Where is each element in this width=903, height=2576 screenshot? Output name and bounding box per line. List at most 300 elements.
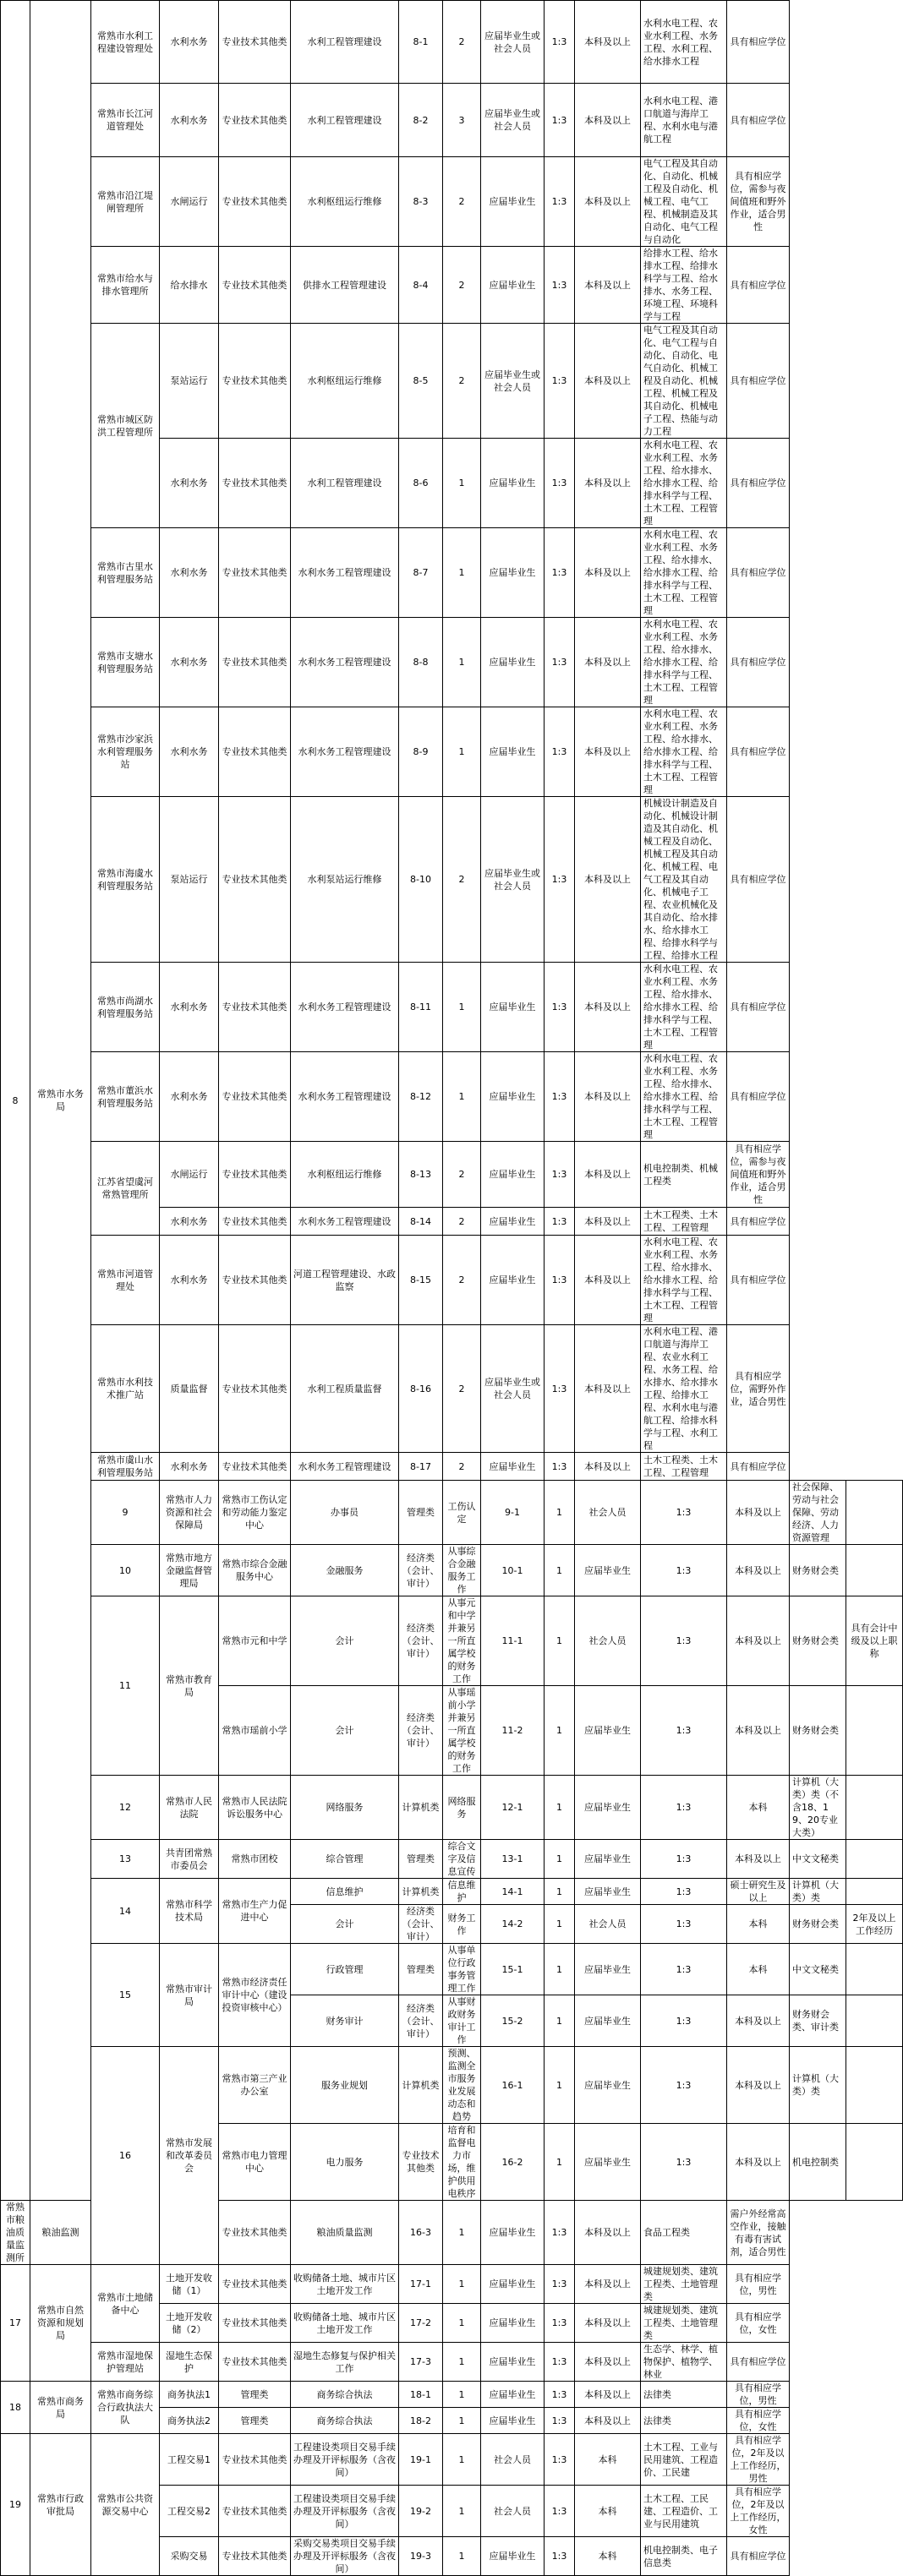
dept-number: 9 (91, 1481, 160, 1545)
other-requirement (846, 1995, 903, 2047)
recruiting-unit: 常熟市支塘水利管理服务站 (91, 618, 160, 707)
exam-ratio: 1:3 (545, 963, 575, 1052)
hire-count: 1 (443, 2486, 481, 2537)
position-name: 土地开发收储（1） (160, 2265, 219, 2304)
applicant-source: 应届毕业生 (481, 439, 545, 528)
job-description: 财务工作 (443, 1905, 481, 1944)
position-code: 8-7 (399, 528, 443, 618)
position-category: 专业技术其他类 (219, 2265, 291, 2304)
position-name: 水利水务 (160, 1236, 219, 1325)
education: 本科 (727, 1905, 790, 1944)
education: 本科及以上 (575, 247, 641, 324)
applicant-source: 应届毕业生 (481, 1142, 545, 1208)
position-name: 水利水务 (160, 528, 219, 618)
hire-count: 1 (443, 2434, 481, 2486)
major-requirement: 财务财会类 (790, 1596, 846, 1686)
table-row (1, 1453, 903, 1481)
department-name: 常熟市自然资源和规划局 (30, 2265, 91, 2382)
position-category: 专业技术其他类 (219, 1142, 291, 1208)
position-category: 专业技术其他类 (219, 439, 291, 528)
education: 本科及以上 (575, 1208, 641, 1236)
education: 本科 (575, 2486, 641, 2537)
other-requirement: 具有相应学位，女性 (727, 2408, 790, 2434)
exam-ratio: 1:3 (641, 1840, 727, 1879)
position-category: 管理类 (399, 1481, 443, 1545)
other-requirement: 具有相应学位 (727, 1453, 790, 1481)
dept-number: 8 (1, 1, 30, 2201)
hire-count: 1 (545, 1545, 575, 1596)
education: 本科及以上 (727, 1545, 790, 1596)
hire-count: 2 (443, 1208, 481, 1236)
applicant-source: 应届毕业生或社会人员 (481, 324, 545, 439)
applicant-source: 应届毕业生 (481, 157, 545, 247)
hire-count: 1 (443, 528, 481, 618)
education: 本科及以上 (727, 2047, 790, 2124)
position-name: 水利水务 (160, 963, 219, 1052)
major-requirement: 财务财会类 (790, 1905, 846, 1944)
position-code: 19-2 (399, 2486, 443, 2537)
hire-count: 1 (443, 2304, 481, 2343)
hire-count: 1 (443, 2201, 481, 2265)
education: 本科及以上 (575, 963, 641, 1052)
exam-ratio: 1:3 (545, 2304, 575, 2343)
dept-number: 16 (91, 2047, 160, 2265)
other-requirement: 具有相应学位 (727, 1208, 790, 1236)
job-description: 培育和监督电力市场，维护供用电秩序 (443, 2124, 481, 2201)
table-row (1, 157, 903, 247)
job-description: 水利工程质量监督 (291, 1325, 399, 1453)
applicant-source: 社会人员 (481, 2434, 545, 2486)
table-row (1, 1840, 903, 1879)
position-code: 8-15 (399, 1236, 443, 1325)
hire-count: 1 (443, 707, 481, 797)
major-requirement: 城建规划类、建筑工程类、土地管理类 (641, 2304, 727, 2343)
table-row (1, 2382, 903, 2408)
exam-ratio: 1:3 (641, 1879, 727, 1905)
job-description: 从事元和中学并兼另一所直属学校的财务工作 (443, 1596, 481, 1686)
position-name: 商务执法2 (160, 2408, 219, 2434)
dept-number: 12 (91, 1776, 160, 1840)
applicant-source: 社会人员 (575, 1481, 641, 1545)
hire-count: 1 (545, 1879, 575, 1905)
exam-ratio: 1:3 (545, 528, 575, 618)
job-description: 水利水务工程管理建设 (291, 707, 399, 797)
job-description: 工伤认定 (443, 1481, 481, 1545)
hire-count: 1 (545, 1596, 575, 1686)
position-category: 经济类（会计、审计） (399, 1596, 443, 1686)
exam-ratio: 1:3 (545, 2434, 575, 2486)
department-name: 常熟市人力资源和社会保障局 (160, 1481, 219, 1545)
education: 硕士研究生及以上 (727, 1879, 790, 1905)
position-code: 8-17 (399, 1453, 443, 1481)
department-name: 常熟市教育局 (160, 1596, 219, 1776)
exam-ratio: 1:3 (545, 2408, 575, 2434)
education: 本科及以上 (727, 1596, 790, 1686)
exam-ratio: 1:3 (545, 2537, 575, 2576)
position-name: 水利水务 (160, 1208, 219, 1236)
position-code: 8-16 (399, 1325, 443, 1453)
job-description: 从事单位行政事务管理工作 (443, 1944, 481, 1995)
major-requirement: 土木工程类、土木工程、工程管理 (641, 1208, 727, 1236)
hire-count: 2 (443, 1325, 481, 1453)
education: 本科及以上 (727, 2124, 790, 2201)
position-code: 15-2 (481, 1995, 545, 2047)
hire-count: 2 (443, 247, 481, 324)
exam-ratio: 1:3 (641, 1905, 727, 1944)
position-name: 水利水务 (160, 439, 219, 528)
applicant-source: 应届毕业生 (481, 2304, 545, 2343)
exam-ratio: 1:3 (545, 2343, 575, 2382)
applicant-source: 应届毕业生 (481, 618, 545, 707)
position-code: 8-1 (399, 1, 443, 84)
applicant-source: 应届毕业生 (575, 1879, 641, 1905)
position-category: 专业技术其他类 (219, 797, 291, 963)
position-category: 经济类（会计、审计） (399, 1686, 443, 1776)
education: 本科 (575, 2537, 641, 2576)
education: 本科及以上 (575, 1052, 641, 1142)
exam-ratio: 1:3 (641, 1481, 727, 1545)
other-requirement: 具有相应学位 (727, 247, 790, 324)
department-name: 常熟市商务局 (30, 2382, 91, 2434)
applicant-source: 应届毕业生或社会人员 (481, 84, 545, 157)
job-description: 水利水务工程管理建设 (291, 963, 399, 1052)
other-requirement: 具有相应学位，男性 (727, 2382, 790, 2408)
major-requirement: 土木工程、工业与民用建筑、工程造价、工民建 (641, 2434, 727, 2486)
other-requirement: 具有相应学位 (727, 797, 790, 963)
education: 本科及以上 (727, 1686, 790, 1776)
department-name: 常熟市地方金融监督管理局 (160, 1545, 219, 1596)
hire-count: 1 (443, 2343, 481, 2382)
hire-count: 1 (443, 2537, 481, 2576)
education: 本科及以上 (727, 1481, 790, 1545)
job-description: 采购交易类项目交易手续办理及开评标服务（含夜间） (291, 2537, 399, 2576)
position-code: 19-3 (399, 2537, 443, 2576)
applicant-source: 应届毕业生 (481, 1236, 545, 1325)
education: 本科及以上 (575, 324, 641, 439)
education: 本科及以上 (727, 1840, 790, 1879)
major-requirement: 水利水电工程、农业水利工程、水务工程、给水排水、给水排水工程、给排水科学与工程、土木工程、工程管理 (641, 1052, 727, 1142)
position-name: 商务执法1 (160, 2382, 219, 2408)
education: 本科及以上 (575, 1, 641, 84)
hire-count: 1 (443, 1052, 481, 1142)
applicant-source: 应届毕业生 (481, 1052, 545, 1142)
recruiting-unit: 常熟市水利技术推广站 (91, 1325, 160, 1453)
position-name: 泵站运行 (160, 324, 219, 439)
major-requirement: 法律类 (641, 2408, 727, 2434)
table-row (1, 1776, 903, 1840)
table-row (1, 528, 903, 618)
recruiting-unit: 常熟市经济责任审计中心（建设投资审核中心） (219, 1944, 291, 2047)
major-requirement: 水利水电工程、港口航道与海岸工程、水利水电与港航工程 (641, 84, 727, 157)
dept-number: 17 (1, 2265, 30, 2382)
hire-count: 1 (545, 1776, 575, 1840)
hire-count: 1 (545, 1686, 575, 1776)
exam-ratio: 1:3 (545, 1, 575, 84)
other-requirement: 需户外经常高空作业，接触有毒有害试剂，适合男性 (727, 2201, 790, 2265)
position-category: 专业技术其他类 (219, 963, 291, 1052)
exam-ratio: 1:3 (545, 1325, 575, 1453)
other-requirement: 具有相应学位，2年及以上工作经历，男性 (727, 2434, 790, 2486)
table-row (1, 1481, 903, 1545)
department-name: 常熟市人民法院 (160, 1776, 219, 1840)
hire-count: 1 (443, 2408, 481, 2434)
position-code: 16-2 (481, 2124, 545, 2201)
department-name: 常熟市行政审批局 (30, 2434, 91, 2576)
position-category: 计算机类 (399, 1879, 443, 1905)
hire-count: 1 (545, 1840, 575, 1879)
table-row (1, 2047, 903, 2124)
education: 本科及以上 (575, 528, 641, 618)
other-requirement (846, 2124, 903, 2201)
job-description: 水利水务工程管理建设 (291, 1453, 399, 1481)
other-requirement: 具有相应学位，女性 (727, 2304, 790, 2343)
position-category: 计算机类 (399, 1776, 443, 1840)
position-code: 16-1 (481, 2047, 545, 2124)
dept-number: 15 (91, 1944, 160, 2047)
major-requirement: 土木工程、工民建、工程造价、工业与民用建筑 (641, 2486, 727, 2537)
department-name: 常熟市科学技术局 (160, 1879, 219, 1944)
job-description: 水利水务工程管理建设 (291, 528, 399, 618)
position-code: 8-8 (399, 618, 443, 707)
position-code: 8-11 (399, 963, 443, 1052)
applicant-source: 应届毕业生 (481, 2201, 545, 2265)
major-requirement: 中文文秘类 (790, 1944, 846, 1995)
major-requirement: 食品工程类 (641, 2201, 727, 2265)
department-name: 常熟市发展和改革委员会 (160, 2047, 219, 2265)
exam-ratio: 1:3 (641, 1596, 727, 1686)
position-name: 会计 (291, 1596, 399, 1686)
position-code: 11-2 (481, 1686, 545, 1776)
applicant-source: 应届毕业生 (481, 247, 545, 324)
applicant-source: 应届毕业生 (575, 1686, 641, 1776)
exam-ratio: 1:3 (641, 1545, 727, 1596)
position-name: 水利水务 (160, 1, 219, 84)
major-requirement: 电气工程及其自动化、电气工程与自动化、自动化、电气自动化、机械工程及自动化、机械工程、机械工程及其自动化、机械电子工程、热能与动力工程 (641, 324, 727, 439)
other-requirement: 具有相应学位 (727, 528, 790, 618)
exam-ratio: 1:3 (545, 2382, 575, 2408)
job-description: 工程建设类项目交易手续办理及开评标服务（含夜间） (291, 2486, 399, 2537)
position-category: 管理类 (219, 2382, 291, 2408)
exam-ratio: 1:3 (545, 1208, 575, 1236)
position-code: 10-1 (481, 1545, 545, 1596)
major-requirement: 土木工程类、土木工程、工程管理 (641, 1453, 727, 1481)
table-row (1, 797, 903, 963)
position-code: 17-3 (399, 2343, 443, 2382)
department-name: 共青团常熟市委员会 (160, 1840, 219, 1879)
education: 本科及以上 (575, 1325, 641, 1453)
position-code: 8-4 (399, 247, 443, 324)
education: 本科及以上 (575, 2265, 641, 2304)
major-requirement: 水利水电工程、农业水利工程、水务工程、给水排水、给水排水工程、给排水科学与工程、土木工程、工程管理 (641, 963, 727, 1052)
exam-ratio: 1:3 (545, 157, 575, 247)
exam-ratio: 1:3 (545, 1453, 575, 1481)
hire-count: 1 (545, 1905, 575, 1944)
job-description: 从事瑶前小学并兼另一所直属学校的财务工作 (443, 1686, 481, 1776)
exam-ratio: 1:3 (545, 324, 575, 439)
applicant-source: 应届毕业生 (575, 1840, 641, 1879)
position-category: 管理类 (219, 2408, 291, 2434)
other-requirement (846, 1840, 903, 1879)
applicant-source: 应届毕业生 (575, 1944, 641, 1995)
education: 本科 (727, 1776, 790, 1840)
job-description: 供排水工程管理建设 (291, 247, 399, 324)
applicant-source: 应届毕业生 (481, 963, 545, 1052)
job-description: 水利水务工程管理建设 (291, 1052, 399, 1142)
position-category: 专业技术其他类 (219, 84, 291, 157)
exam-ratio: 1:3 (545, 1052, 575, 1142)
hire-count: 2 (443, 1453, 481, 1481)
education: 本科 (575, 2434, 641, 2486)
hire-count: 1 (545, 2047, 575, 2124)
job-description: 水利枢纽运行维修 (291, 157, 399, 247)
dept-number: 11 (91, 1596, 160, 1776)
major-requirement: 给排水工程、给水排水工程、给排水科学与工程、给水排水、水务工程、环境工程、环境科学与工程 (641, 247, 727, 324)
position-code: 8-10 (399, 797, 443, 963)
education: 本科及以上 (727, 1995, 790, 2047)
other-requirement (846, 1776, 903, 1840)
position-name: 水利水务 (160, 84, 219, 157)
position-code: 17-1 (399, 2265, 443, 2304)
position-category: 经济类（会计、审计） (399, 1545, 443, 1596)
table-row (1, 963, 903, 1052)
education: 本科及以上 (575, 1142, 641, 1208)
education: 本科及以上 (575, 618, 641, 707)
job-description: 网络服务 (443, 1776, 481, 1840)
recruiting-unit: 常熟市古里水利管理服务站 (91, 528, 160, 618)
applicant-source: 应届毕业生 (481, 2382, 545, 2408)
position-code: 15-1 (481, 1944, 545, 1995)
recruiting-unit: 常熟市湿地保护管理站 (91, 2343, 160, 2382)
exam-ratio: 1:3 (545, 2201, 575, 2265)
hire-count: 2 (443, 324, 481, 439)
hire-count: 2 (443, 1, 481, 84)
job-description: 商务综合执法 (291, 2382, 399, 2408)
other-requirement: 具有相应学位，需参与夜间值班和野外作业，适合男性 (727, 1142, 790, 1208)
applicant-source: 社会人员 (481, 2486, 545, 2537)
position-name: 综合管理 (291, 1840, 399, 1879)
position-name: 会计 (291, 1905, 399, 1944)
major-requirement: 计算机（大类）类 (790, 1879, 846, 1905)
hire-count: 1 (443, 2265, 481, 2304)
hire-count: 2 (443, 157, 481, 247)
department-name: 常熟市审计局 (160, 1944, 219, 2047)
position-code: 18-2 (399, 2408, 443, 2434)
hire-count: 2 (443, 797, 481, 963)
other-requirement (846, 1879, 903, 1905)
position-name: 水闸运行 (160, 1142, 219, 1208)
recruiting-unit: 常熟市长江河道管理处 (91, 84, 160, 157)
position-category: 专业技术其他类 (219, 707, 291, 797)
other-requirement: 具有相应学位 (727, 1, 790, 84)
table-row (1, 324, 903, 439)
position-code: 8-12 (399, 1052, 443, 1142)
position-name: 财务审计 (291, 1995, 399, 2047)
education: 本科及以上 (575, 2382, 641, 2408)
recruiting-unit: 常熟市第三产业办公室 (219, 2047, 291, 2124)
position-code: 8-14 (399, 1208, 443, 1236)
position-name: 泵站运行 (160, 797, 219, 963)
recruiting-unit: 常熟市沙家浜水利管理服务站 (91, 707, 160, 797)
major-requirement: 机电控制类、机械工程类 (641, 1142, 727, 1208)
education: 本科及以上 (575, 157, 641, 247)
hire-count: 1 (545, 2124, 575, 2201)
major-requirement: 计算机（大类）类（不含18、19、20专业大类） (790, 1776, 846, 1840)
other-requirement: 具有相应学位 (727, 324, 790, 439)
dept-number: 13 (91, 1840, 160, 1879)
exam-ratio: 1:3 (641, 2124, 727, 2201)
exam-ratio: 1:3 (545, 439, 575, 528)
hire-count: 1 (443, 618, 481, 707)
table-row (1, 1944, 903, 1995)
applicant-source: 应届毕业生或社会人员 (481, 1, 545, 84)
recruiting-unit: 常熟市瑶前小学 (219, 1686, 291, 1776)
position-name: 土地开发收储（2） (160, 2304, 219, 2343)
major-requirement: 电气工程及其自动化、自动化、机械工程及自动化、机械工程、电气工程、机械制造及其自动化、电气工程与自动化 (641, 157, 727, 247)
position-code: 14-1 (481, 1879, 545, 1905)
position-name: 行政管理 (291, 1944, 399, 1995)
other-requirement: 具有相应学位 (727, 439, 790, 528)
position-name: 办事员 (291, 1481, 399, 1545)
position-category: 管理类 (399, 1944, 443, 1995)
position-category: 专业技术其他类 (219, 1052, 291, 1142)
job-description: 水利工程管理建设 (291, 439, 399, 528)
other-requirement: 具有相应学位，需野外作业，适合男性 (727, 1325, 790, 1453)
exam-ratio: 1:3 (545, 247, 575, 324)
table-row (1, 1142, 903, 1208)
position-code: 9-1 (481, 1481, 545, 1545)
other-requirement: 具有相应学位 (727, 707, 790, 797)
job-description: 水利水务工程管理建设 (291, 1208, 399, 1236)
job-description: 从事财政财务审计工作 (443, 1995, 481, 2047)
position-name: 湿地生态保护 (160, 2343, 219, 2382)
position-category: 专业技术其他类 (219, 1325, 291, 1453)
recruiting-unit: 常熟市元和中学 (219, 1596, 291, 1686)
hire-count: 2 (443, 1142, 481, 1208)
recruiting-unit: 常熟市团校 (219, 1840, 291, 1879)
hire-count: 1 (443, 439, 481, 528)
recruiting-unit: 常熟市工伤认定和劳动能力鉴定中心 (219, 1481, 291, 1545)
recruiting-unit: 常熟市公共资源交易中心 (91, 2434, 160, 2576)
position-name: 会计 (291, 1686, 399, 1776)
hire-count: 1 (443, 963, 481, 1052)
major-requirement: 计算机（大类）类 (790, 2047, 846, 2124)
position-name: 网络服务 (291, 1776, 399, 1840)
applicant-source: 社会人员 (575, 1596, 641, 1686)
position-code: 8-6 (399, 439, 443, 528)
position-category: 专业技术其他类 (219, 1, 291, 84)
position-code: 17-2 (399, 2304, 443, 2343)
recruiting-unit: 常熟市水利工程建设管理处 (91, 1, 160, 84)
table-row (1, 1052, 903, 1142)
position-name: 水利水务 (160, 707, 219, 797)
exam-ratio: 1:3 (545, 84, 575, 157)
other-requirement: 具有相应学位 (727, 2343, 790, 2382)
applicant-source: 应届毕业生 (575, 1545, 641, 1596)
recruiting-unit: 常熟市土地储备中心 (91, 2265, 160, 2343)
position-code: 18-1 (399, 2382, 443, 2408)
position-name: 水利水务 (160, 1052, 219, 1142)
education: 本科及以上 (575, 797, 641, 963)
hire-count: 1 (545, 1995, 575, 2047)
other-requirement: 具有相应学位，2年及以上工作经历，女性 (727, 2486, 790, 2537)
position-category: 专业技术其他类 (399, 2124, 443, 2201)
major-requirement: 机电控制类、电子信息类 (641, 2537, 727, 2576)
position-category: 专业技术其他类 (219, 2201, 291, 2265)
table-row (1, 2343, 903, 2382)
position-code: 8-3 (399, 157, 443, 247)
job-description: 湿地生态修复与保护相关工作 (291, 2343, 399, 2382)
hire-count: 1 (545, 1481, 575, 1545)
